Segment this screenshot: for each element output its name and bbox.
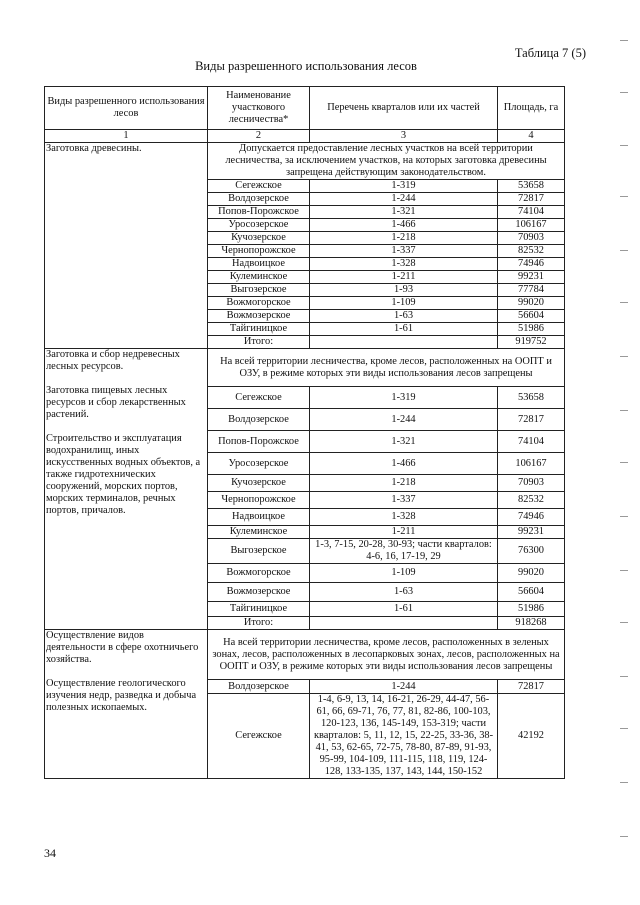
use-text: Строительство и эксплуатация водохранилищ, иных искусственных водных объектов, а также гидротехнических сооружений, морских портов, морских терминалов, речных портов, причалов. <box>46 433 201 516</box>
section-note: На всей территории лесничества, кроме лесов, расположенных на ООПТ и ОЗУ, в режиме которых эти виды использования лесов запрещены <box>208 349 565 387</box>
forestry-name: Волдозерское <box>208 193 310 206</box>
section-note: Допускается предоставление лесных участков на всей территории лесничества, за исключением участков, на которых заготовка древесины запрещена действующим законодательством. <box>208 143 565 180</box>
quarters: 1-244 <box>310 193 498 206</box>
column-number: 4 <box>498 130 565 143</box>
forestry-name: Вожмозерское <box>208 310 310 323</box>
forestry-name: Надвоицкое <box>208 258 310 271</box>
use-text: Осуществление геологического изучения недр, разведка и добыча полезных ископаемых. <box>46 678 197 713</box>
section-uses <box>45 143 208 349</box>
header-quarters: Перечень кварталов или их частей <box>310 87 498 130</box>
land-use-table <box>44 86 565 779</box>
forestry-name: Сегежское <box>208 694 310 779</box>
area: 72817 <box>498 680 565 694</box>
area: 74946 <box>498 258 565 271</box>
forestry-name: Уросозерское <box>208 219 310 232</box>
total-label: Итого: <box>208 336 310 349</box>
section-note: На всей территории лесничества, кроме лесов, расположенных в зеленых зонах, лесов, расположенных в лесопарковых зонах, лесов, расположенных на ООПТ и ОЗУ, в режиме которых эти виды использования лесов запрещены <box>208 630 565 680</box>
forestry-name: Вожмогорское <box>208 297 310 310</box>
forestry-name: Попов-Порожское <box>208 206 310 219</box>
forestry-name: Тайгиницкое <box>208 323 310 336</box>
area: 82532 <box>498 492 565 509</box>
forestry-name: Выгозерское <box>208 284 310 297</box>
quarters: 1-61 <box>310 323 498 336</box>
quarters: 1-63 <box>310 310 498 323</box>
area: 56604 <box>498 583 565 602</box>
use-text: Заготовка и сбор недревесных лесных ресурсов. <box>46 349 180 372</box>
total-area: 918268 <box>498 617 565 630</box>
area: 51986 <box>498 323 565 336</box>
area: 56604 <box>498 310 565 323</box>
forestry-name: Надвоицкое <box>208 509 310 526</box>
column-number: 1 <box>45 130 208 143</box>
area: 74104 <box>498 206 565 219</box>
quarters: 1-109 <box>310 297 498 310</box>
forestry-name: Кулеминское <box>208 271 310 284</box>
forestry-name: Кучозерское <box>208 475 310 492</box>
quarters: 1-319 <box>310 180 498 193</box>
quarters: 1-218 <box>310 232 498 245</box>
section-note-row <box>45 143 565 180</box>
section-note-row <box>45 630 565 680</box>
quarters: 1-4, 6-9, 13, 14, 16-21, 26-29, 44-47, 56-61, 66, 69-71, 76, 77, 81, 82-86, 100-103, 120-123, 136, 145-149, 153-319; части кварталов: 5, 11, 12, 15, 22-25, 33-36, 38-41, 53, 62-65, 72-75, 78-80, 87-89, 91-93, 95-99, 104-109, 111-115, 118, 119, 124-128, 133-135, 137, 143, 144, 150-152 <box>310 694 498 779</box>
quarters: 1-109 <box>310 564 498 583</box>
area: 51986 <box>498 602 565 617</box>
column-number: 3 <box>310 130 498 143</box>
area: 53658 <box>498 387 565 409</box>
forestry-name: Кучозерское <box>208 232 310 245</box>
area: 106167 <box>498 453 565 475</box>
quarters: 1-218 <box>310 475 498 492</box>
forestry-name: Выгозерское <box>208 539 310 564</box>
quarters: 1-93 <box>310 284 498 297</box>
table-number-label: Таблица 7 (5) <box>514 46 586 60</box>
use-text: Заготовка древесины. <box>46 143 142 154</box>
forestry-name: Уросозерское <box>208 453 310 475</box>
use-text: Осуществление видов деятельности в сфере охотничьего хозяйства. <box>46 630 199 665</box>
area: 70903 <box>498 475 565 492</box>
header-use: Виды разрешенного использования лесов <box>45 87 208 130</box>
forestry-name: Волдозерское <box>208 680 310 694</box>
forestry-name: Чернопорожское <box>208 492 310 509</box>
forestry-name: Сегежское <box>208 387 310 409</box>
area: 77784 <box>498 284 565 297</box>
forestry-name: Кулеминское <box>208 526 310 539</box>
area: 72817 <box>498 193 565 206</box>
section-note-row <box>45 349 565 387</box>
forestry-name: Сегежское <box>208 180 310 193</box>
forestry-name: Попов-Порожское <box>208 431 310 453</box>
page-number: 34 <box>44 846 56 860</box>
area: 99231 <box>498 271 565 284</box>
area: 42192 <box>498 694 565 779</box>
header-area: Площадь, га <box>498 87 565 130</box>
area: 76300 <box>498 539 565 564</box>
header-forestry: Наименование участкового лесничества* <box>208 87 310 130</box>
area: 74946 <box>498 509 565 526</box>
column-number: 2 <box>208 130 310 143</box>
quarters: 1-328 <box>310 509 498 526</box>
quarters: 1-211 <box>310 271 498 284</box>
area: 99020 <box>498 564 565 583</box>
quarters: 1-63 <box>310 583 498 602</box>
quarters: 1-321 <box>310 206 498 219</box>
quarters: 1-337 <box>310 492 498 509</box>
header-row <box>45 87 565 130</box>
quarters: 1-244 <box>310 409 498 431</box>
area: 99020 <box>498 297 565 310</box>
forestry-name: Чернопорожское <box>208 245 310 258</box>
quarters: 1-466 <box>310 453 498 475</box>
use-text: Заготовка пищевых лесных ресурсов и сбор лекарственных растений. <box>46 385 186 420</box>
forestry-name: Волдозерское <box>208 409 310 431</box>
area: 82532 <box>498 245 565 258</box>
forestry-name: Тайгиницкое <box>208 602 310 617</box>
column-number-row <box>45 130 565 143</box>
quarters: 1-211 <box>310 526 498 539</box>
quarters: 1-61 <box>310 602 498 617</box>
quarters: 1-244 <box>310 680 498 694</box>
area: 70903 <box>498 232 565 245</box>
quarters: 1-466 <box>310 219 498 232</box>
area: 106167 <box>498 219 565 232</box>
area: 53658 <box>498 180 565 193</box>
quarters: 1-321 <box>310 431 498 453</box>
forestry-name: Вожмозерское <box>208 583 310 602</box>
section-uses <box>45 630 208 779</box>
forestry-name: Вожмогорское <box>208 564 310 583</box>
area: 74104 <box>498 431 565 453</box>
total-label: Итого: <box>208 617 310 630</box>
area: 99231 <box>498 526 565 539</box>
scan-edge-marks <box>616 0 640 905</box>
area: 72817 <box>498 409 565 431</box>
total-area: 919752 <box>498 336 565 349</box>
quarters: 1-319 <box>310 387 498 409</box>
page-title: Виды разрешенного использования лесов <box>195 59 417 73</box>
quarters: 1-328 <box>310 258 498 271</box>
section-uses <box>45 349 208 630</box>
quarters: 1-337 <box>310 245 498 258</box>
quarters: 1-3, 7-15, 20-28, 30-93; части кварталов: 4-6, 16, 17-19, 29 <box>310 539 498 564</box>
